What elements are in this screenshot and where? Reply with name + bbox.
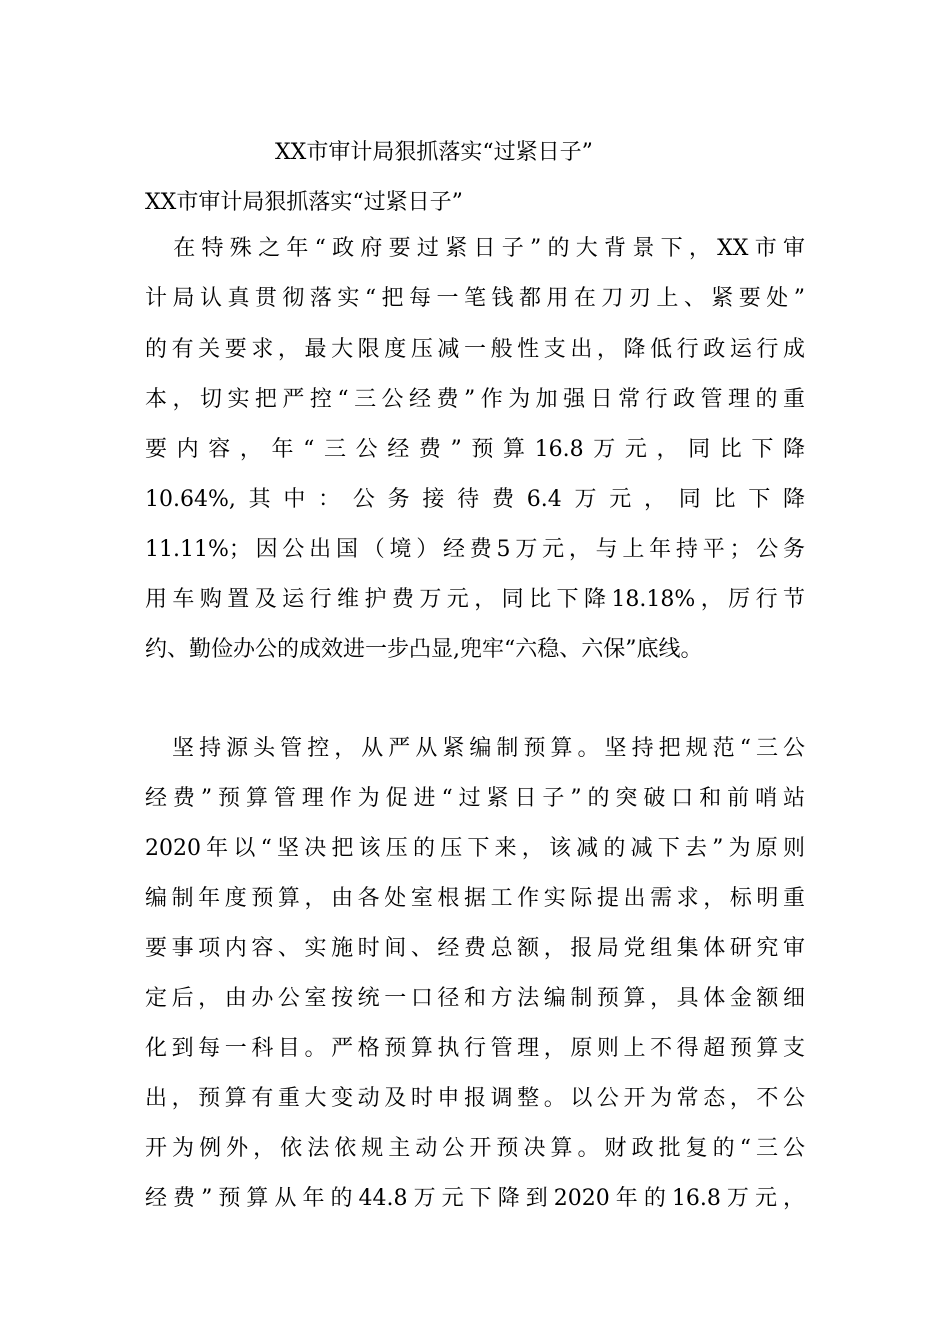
document-subtitle: XX市审计局狠抓落实“过紧日子”: [145, 190, 463, 215]
paragraph-1-line: 计局认真贯彻落实“把每一笔钱都用在刀刃上、紧要处”: [145, 286, 805, 311]
paragraph-2-line: 出，预算有重大变动及时申报调整。以公开为常态，不公: [145, 1086, 805, 1111]
document-title: XX市审计局狠抓落实“过紧日子”: [275, 140, 593, 165]
paragraph-1-line: 本，切实把严控“三公经费”作为加强日常行政管理的重: [145, 387, 805, 412]
paragraph-2-line: 经费”预算从年的44.8万元下降到2020年的16.8万元，: [145, 1186, 805, 1211]
paragraph-2-line: 经费”预算管理作为促进“过紧日子”的突破口和前哨站: [145, 786, 805, 811]
paragraph-2-line: 开为例外，依法依规主动公开预决算。财政批复的“三公: [145, 1136, 805, 1161]
paragraph-2-line: 化到每一科目。严格预算执行管理，原则上不得超预算支: [145, 1036, 805, 1061]
paragraph-2-line: 定后，由办公室按统一口径和方法编制预算，具体金额细: [145, 986, 805, 1011]
paragraph-1-line: 在特殊之年“政府要过紧日子”的大背景下，XX市审: [145, 236, 805, 261]
paragraph-1-line: 10.64%,其中：公务接待费6.4万元，同比下降: [145, 487, 805, 512]
paragraph-2-line: 编制年度预算，由各处室根据工作实际提出需求，标明重: [145, 886, 805, 911]
paragraph-1-line: 用车购置及运行维护费万元，同比下降18.18%，厉行节: [145, 587, 805, 612]
paragraph-1-line: 约、勤俭办公的成效进一步凸显,兜牢“六稳、六保”底线。: [145, 637, 703, 662]
paragraph-2-line: 坚持源头管控，从严从紧编制预算。坚持把规范“三公: [145, 736, 805, 761]
paragraph-1-line: 的有关要求，最大限度压减一般性支出，降低行政运行成: [145, 337, 805, 362]
paragraph-1-line: 要内容，年“三公经费”预算16.8万元，同比下降: [145, 437, 805, 462]
paragraph-2-line: 要事项内容、实施时间、经费总额，报局党组集体研究审: [145, 936, 805, 961]
paragraph-1-line: 11.11%；因公出国（境）经费5万元，与上年持平；公务: [145, 537, 805, 562]
paragraph-2-line: 2020年以“坚决把该压的压下来，该减的减下去”为原则: [145, 836, 805, 861]
